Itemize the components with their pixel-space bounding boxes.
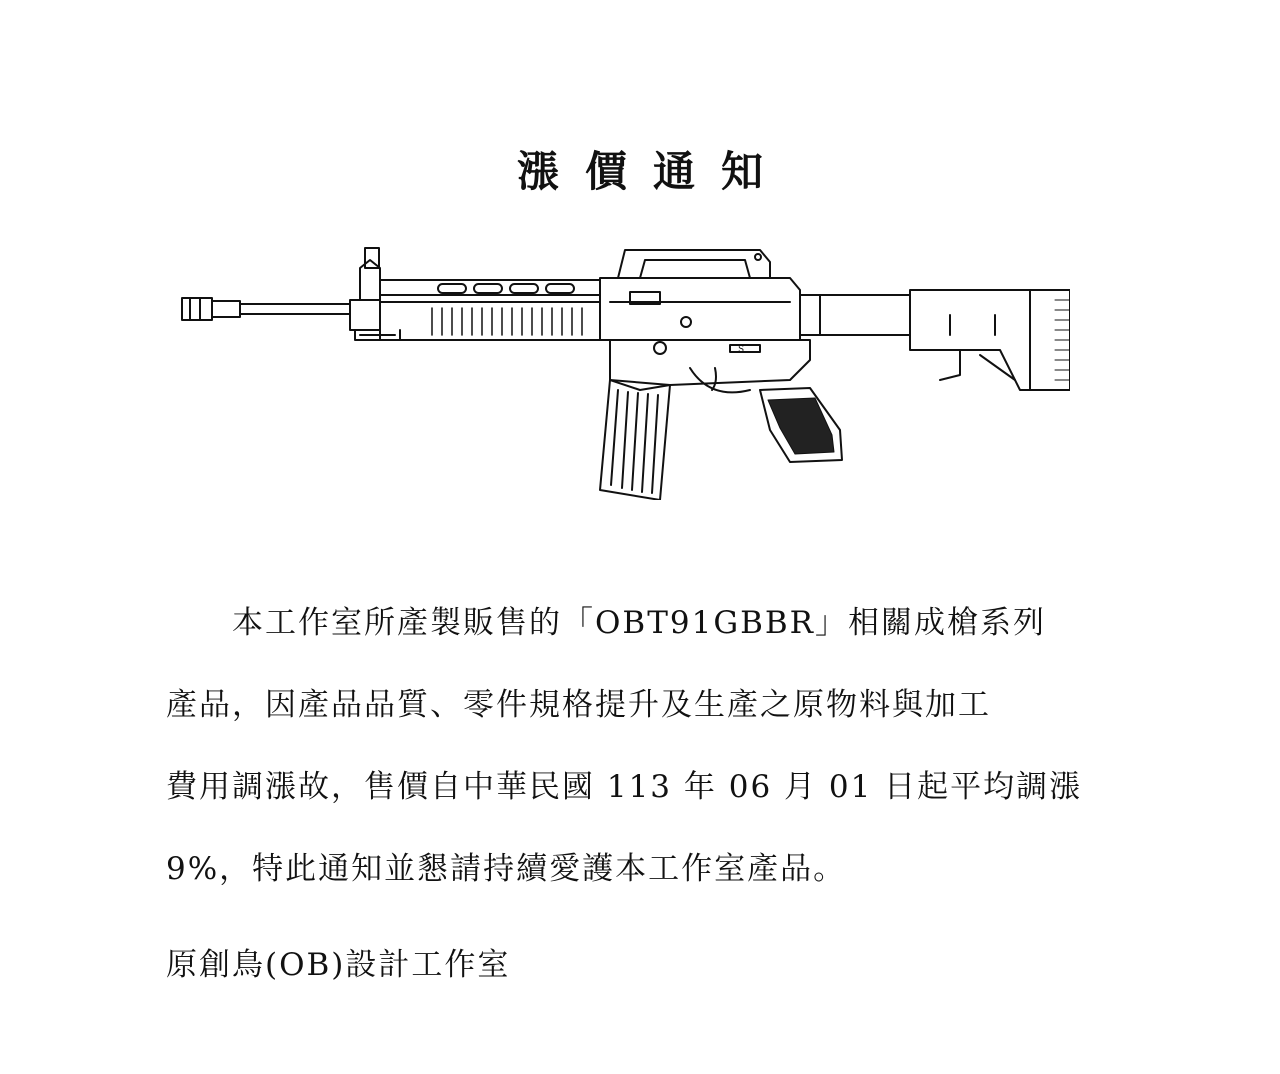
studio-signature: 原創鳥(OB)設計工作室 [166,947,511,983]
notice-body-line-1: 本工作室所產製販售的「OBT91GBBR」相關成槍系列 [232,605,1046,641]
notice-body-line-3: 費用調漲故，售價自中華民國 113 年 06 月 01 日起平均調漲 [166,769,1083,805]
rifle-line-drawing-icon [170,240,1070,500]
page-title: 漲價通知 [516,147,789,196]
notice-body [166,582,1126,910]
notice-body-line-2: 產品，因產品品質、零件規格提升及生產之原物料與加工 [166,687,991,723]
svg-text:S: S [738,345,745,355]
notice-body-line-4: 9%，特此通知並懇請持續愛護本工作室產品。 [166,851,847,887]
